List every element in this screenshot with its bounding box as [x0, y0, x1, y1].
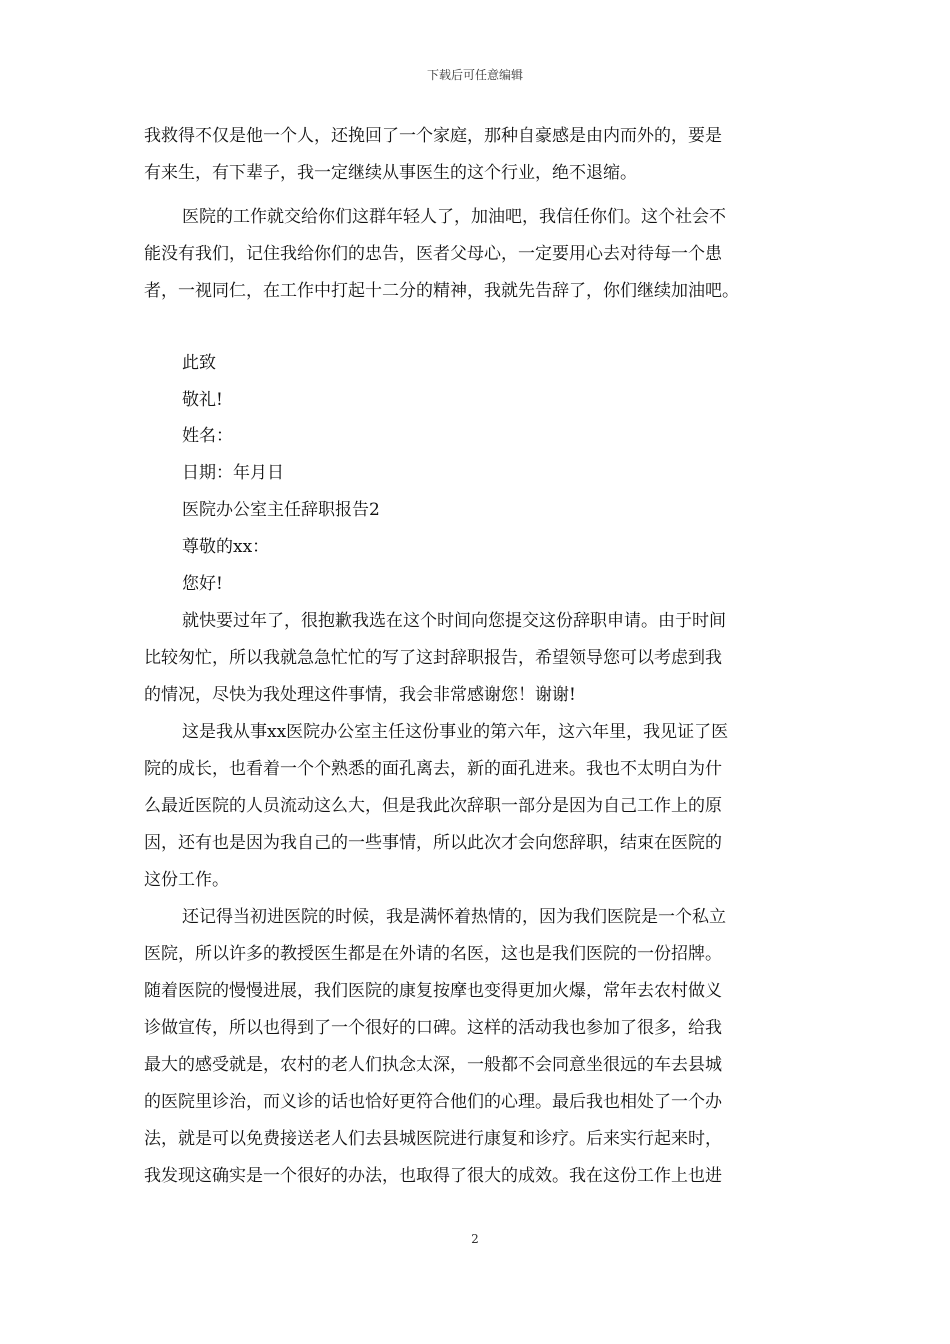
body-line: 因，还有也是因为我自己的一些事情，所以此次才会向您辞职，结束在医院的: [144, 833, 722, 853]
body-line: 法，就是可以免费接送老人们去县城医院进行康复和诊疗。后来实行起来时，: [144, 1129, 722, 1149]
body-line: 比较匆忙，所以我就急急忙忙的写了这封辞职报告，希望领导您可以考虑到我: [144, 648, 722, 668]
body-line: 我救得不仅是他一个人，还挽回了一个家庭，那种自豪感是由内而外的，要是: [144, 126, 722, 146]
body-line: 的情况，尽快为我处理这件事情，我会非常感谢您！谢谢!: [144, 685, 576, 705]
body-line: 还记得当初进医院的时候，我是满怀着热情的，因为我们医院是一个私立: [182, 907, 726, 927]
body-line: 就快要过年了，很抱歉我选在这个时间向您提交这份辞职申请。由于时间: [182, 611, 726, 631]
body-line: 医院的工作就交给你们这群年轻人了，加油吧，我信任你们。这个社会不: [182, 207, 726, 227]
body-line: 最大的感受就是，农村的老人们执念太深，一般都不会同意坐很远的车去县城: [144, 1055, 722, 1075]
greeting-recipient: 尊敬的xx：: [182, 537, 270, 557]
greeting: 您好!: [182, 574, 223, 594]
signature-name: 姓名：: [182, 426, 233, 446]
closing-regards: 敬礼!: [182, 390, 223, 410]
signature-date: 日期：年月日: [182, 463, 284, 483]
body-line: 院的成长，也看着一个个熟悉的面孔离去，新的面孔进来。我也不太明白为什: [144, 759, 722, 779]
page-number: 2: [471, 1232, 479, 1246]
body-line: 能没有我们，记住我给你们的忠告，医者父母心，一定要用心去对待每一个患: [144, 244, 722, 264]
closing-salutation: 此致: [182, 353, 216, 373]
body-line: 的医院里诊治，而义诊的话也恰好更符合他们的心理。最后我也相处了一个办: [144, 1092, 722, 1112]
body-line: 随着医院的慢慢进展，我们医院的康复按摩也变得更加火爆，常年去农村做义: [144, 981, 722, 1001]
body-line: 者，一视同仁，在工作中打起十二分的精神，我就先告辞了，你们继续加油吧。: [144, 281, 739, 301]
body-line: 有来生，有下辈子，我一定继续从事医生的这个行业，绝不退缩。: [144, 163, 637, 183]
body-line: 诊做宣传，所以也得到了一个很好的口碑。这样的活动我也参加了很多，给我: [144, 1018, 722, 1038]
report-title: 医院办公室主任辞职报告2: [182, 500, 380, 520]
body-line: 么最近医院的人员流动这么大，但是我此次辞职一部分是因为自己工作上的原: [144, 796, 722, 816]
body-line: 我发现这确实是一个很好的办法，也取得了很大的成效。我在这份工作上也进: [144, 1166, 722, 1186]
page-header: 下载后可任意编辑: [426, 68, 523, 82]
body-line: 这是我从事xx医院办公室主任这份事业的第六年，这六年里，我见证了医: [182, 722, 729, 742]
body-line: 这份工作。: [144, 870, 229, 890]
body-line: 医院，所以许多的教授医生都是在外请的名医，这也是我们医院的一份招牌。: [144, 944, 722, 964]
